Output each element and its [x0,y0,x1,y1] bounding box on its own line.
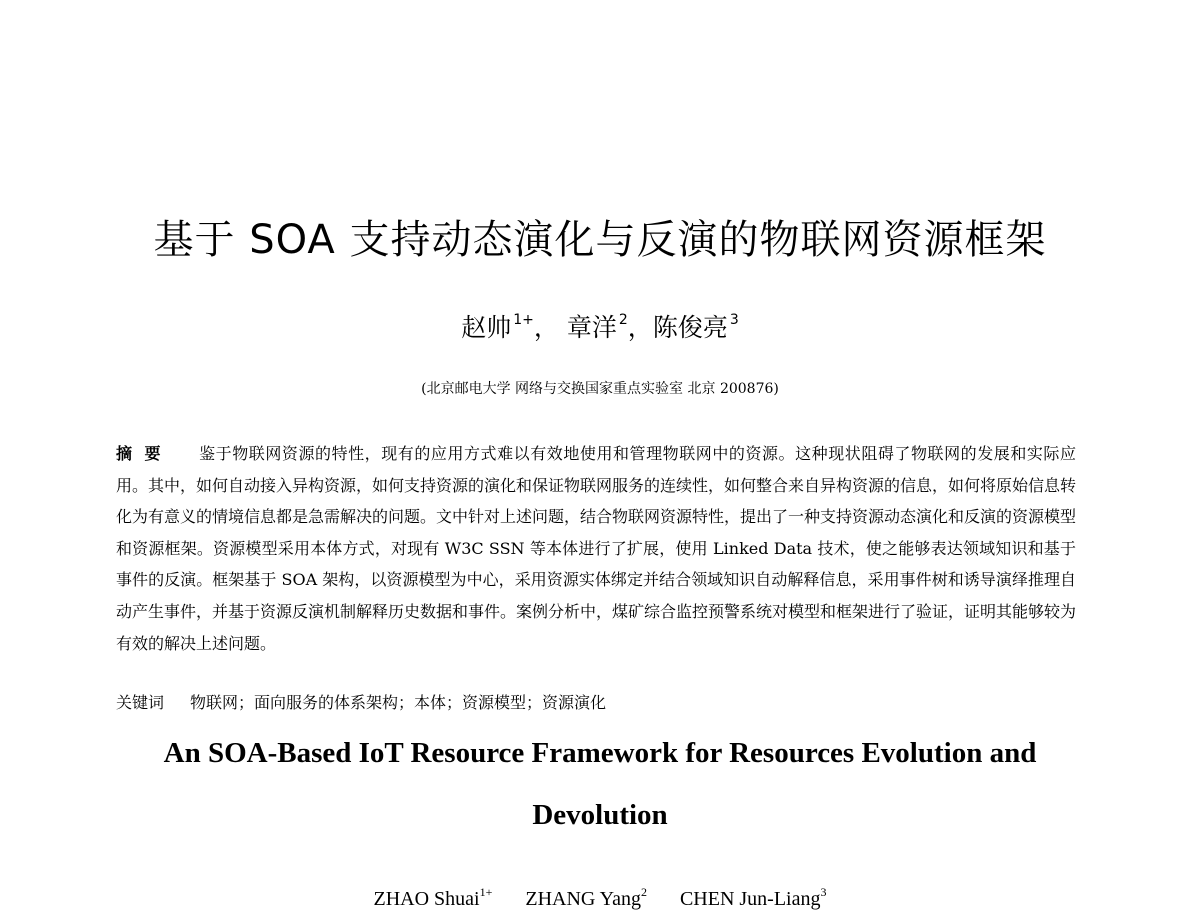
author-affiliation-mark: 3 [820,885,827,899]
paper-title-en-line-2: Devolution [532,799,668,831]
affiliation-cn: (北京邮电大学 网络与交换国家重点实验室 北京 200876) [421,381,779,397]
author-separator: ， [627,313,653,342]
abstract-cn [116,438,1076,659]
author-affiliation-mark: 1+ [513,312,534,328]
author-name-cn: 陈俊亮 [652,313,728,342]
paper-title-en [0,722,1200,846]
author-en [373,885,493,910]
abstract-text: 鉴于物联网资源的特性，现有的应用方式难以有效地使用和管理物联网中的资源。这种现状阻碍了物联网的发展和实际应用。其中，如何自动接入异构资源，如何支持资源的演化和保证物联网服务的连续性，如何整合来自异构资源的信息，如何将原始信息转化为有意义的情境信息都是急需解决的问题。文中针对上述问题，结合物联网资源特性，提出了一种支持资源动态演化和反演的资源模型和资源框架。资源模型采用本体方式，对现有 W3C SSN 等本体进行了扩展，使用 Linked Data 技术，使之能够表达领域知识和基于事件的反演。框架基于 SOA 架构，以资源模型为中心，采用资源实体绑定并结合领域知识自动解释信息，采用事件树和诱导演绎推理自动产生事件，并基于资源反演机制解释历史数据和事件。案例分析中，煤矿综合监控预警系统对模型和框架进行了验证，证明其能够较为有效的解决上述问题。 [116,444,1077,653]
author-separator: ， [533,313,559,342]
author-name-cn: 章洋 [566,313,617,342]
abstract-label: 摘要 [116,444,174,463]
author-name-en: ZHANG Yang [525,888,641,910]
paper-title-en-line-1: An SOA-Based IoT Resource Framework for Resources Evolution and [163,737,1037,769]
author-list-cn [0,300,1200,348]
keywords-text: 物联网；面向服务的体系架构；本体；资源模型；资源演化 [190,693,607,712]
author-affiliation-mark: 1+ [479,885,493,899]
paper-title-cn: 基于 SOA 支持动态演化与反演的物联网资源框架 [153,217,1047,263]
keywords-label: 关键词 [116,693,165,712]
author-name-cn: 赵帅 [461,313,512,342]
author-affiliation-mark: 2 [640,885,647,899]
author-affiliation-mark: 3 [729,312,739,328]
author-en [525,885,647,910]
author-name-en: ZHAO Shuai [373,888,480,910]
keywords-cn [116,690,1076,716]
author-en [679,885,827,910]
author-name-en: CHEN Jun-Liang [679,888,821,910]
author-affiliation-mark: 2 [618,312,628,328]
